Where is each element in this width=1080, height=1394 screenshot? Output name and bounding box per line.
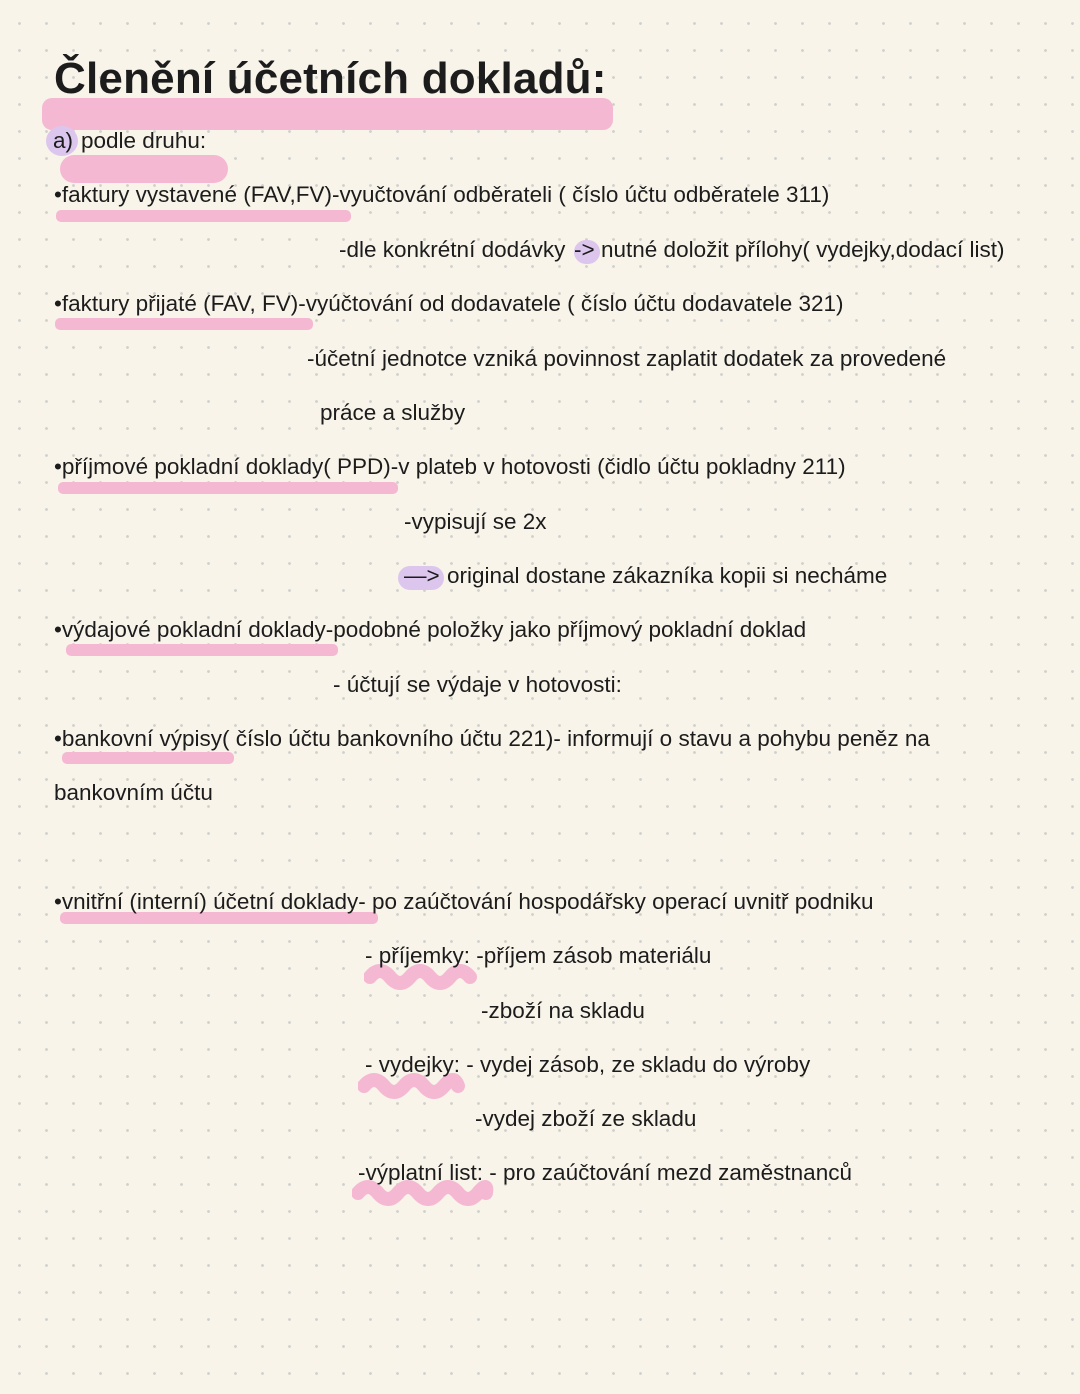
line-vydejky: - vydejky: - vydej zásob, ze skladu do výroby: [365, 1052, 811, 1077]
line-prilohy: nutné doložit přílohy( vydejky,dodací list): [601, 237, 1005, 262]
underline-faktury-vystavene: [56, 210, 351, 222]
line-original: original dostane zákazníka kopii si necháme: [447, 563, 888, 588]
line-zbozi-na-skladu: -zboží na skladu: [481, 998, 645, 1023]
underline-faktury-prijate: [55, 318, 313, 330]
underline-bankovni-vypisy: [62, 752, 234, 764]
page-title: Členění účetních dokladů:: [54, 54, 607, 103]
line-vnitrni-doklady: •vnitřní (interní) účetní doklady- po zaúčtování hospodářsky operací uvnitř podniku: [54, 889, 874, 914]
underline-vydajove-doklady: [66, 644, 338, 656]
line-bankovnim-uctu: bankovním účtu: [54, 780, 213, 805]
line-vydajove-doklady: •výdajové pokladní doklady-podobné položky jako příjmový pokladní doklad: [54, 617, 807, 642]
line-prijmove-doklady: •příjmové pokladní doklady( PPD)-v plateb v hotovosti (čidlo účtu pokladny 211): [54, 454, 846, 479]
line-prijemky: - příjemky: -příjem zásob materiálu: [365, 943, 712, 968]
line-vydej-zbozi: -vydej zboží ze skladu: [475, 1106, 697, 1131]
line-faktury-vystavene: •faktury vystavené (FAV,FV)-vyučtování odběrateli ( číslo účtu odběratele 311): [54, 182, 830, 207]
line-dle-dodavky: -dle konkrétní dodávky: [339, 237, 566, 262]
line-povinnost: -účetní jednotce vzniká povinnost zaplatit dodatek za provedené: [307, 346, 947, 371]
arrow-original: —>: [404, 563, 440, 588]
line-vyplatni-list: -výplatní list: - pro zaúčtování mezd zaměstnanců: [358, 1160, 852, 1185]
section-label: podle druhu:: [81, 128, 207, 153]
section-label-highlight: [60, 155, 228, 183]
line-faktury-prijate: •faktury přijaté (FAV, FV)-vyúčtování od dodavatele ( číslo účtu dodavatele 321): [54, 291, 844, 316]
line-uctuji-vydaje: - účtují se výdaje v hotovosti:: [333, 672, 622, 697]
line-vypisuji: -vypisují se 2x: [404, 509, 547, 534]
arrow-dodavky: ->: [574, 237, 595, 262]
section-marker: a): [53, 128, 74, 153]
underline-prijmove-doklady: [58, 482, 398, 494]
line-prace-sluzby: práce a služby: [320, 400, 466, 425]
line-bankovni-vypisy: •bankovní výpisy( číslo účtu bankovního účtu 221)- informují o stavu a pohybu peněz na: [54, 726, 930, 751]
